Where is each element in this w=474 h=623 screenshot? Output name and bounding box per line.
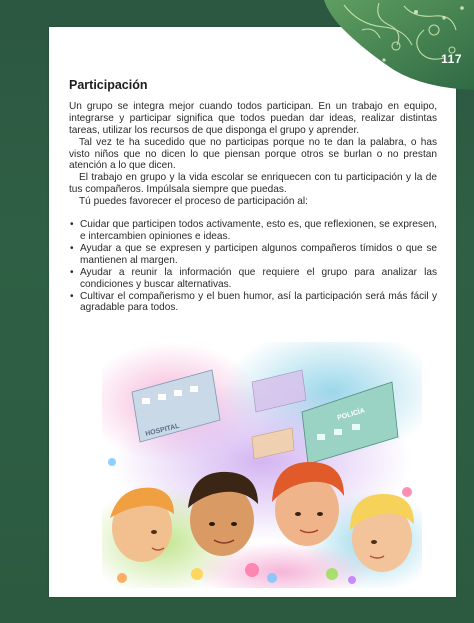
paragraph: El trabajo en grupo y la vida escolar se enriquecen con tu participación y la de tus compañeros. Impúlsala siempre que puedas. <box>69 172 437 196</box>
bullet-item: • Cultivar el compañerismo y el buen humor, así la participación será más fácil y agradable para todos. <box>69 291 437 315</box>
bullet-item: • Ayudar a que se expresen y participen algunos compañeros tímidos o que se mantienen al margen. <box>69 243 437 267</box>
police-sign: POLICÍA <box>336 407 366 422</box>
children-watercolor-illustration <box>102 342 422 588</box>
bullet-item: • Ayudar a reunir la información que requiere el grupo para analizar las condiciones y buscar alternativas. <box>69 267 437 291</box>
hospital-sign: HOSPITAL <box>144 422 181 438</box>
child-center-left <box>188 472 258 556</box>
child-right <box>350 494 414 572</box>
section-title: Participación <box>69 78 148 92</box>
paragraph: Un grupo se integra mejor cuando todos participan. En un trabajo en equipo, integrarse y participar significa que todos puedan dar ideas, realizar distintas tareas, utilizar los recursos de que disponga el grupo y aprender. <box>69 100 437 136</box>
paragraph: Tú puedes favorecer el proceso de participación al: <box>79 196 308 208</box>
bullet-list <box>69 219 437 314</box>
article-body <box>69 80 437 314</box>
bullet-item: • Cuidar que participen todos activamente, esto es, que reflexionen, se expresen, e intercambien opiniones e ideas. <box>69 219 437 243</box>
paragraph: Tal vez te ha sucedido que no participas porque no te dan la palabra, o has visto niños que no dicen lo que piensan porque otros se burlan o no prestan atención a lo que dicen. <box>69 136 437 172</box>
page-number: 117 <box>441 52 462 66</box>
